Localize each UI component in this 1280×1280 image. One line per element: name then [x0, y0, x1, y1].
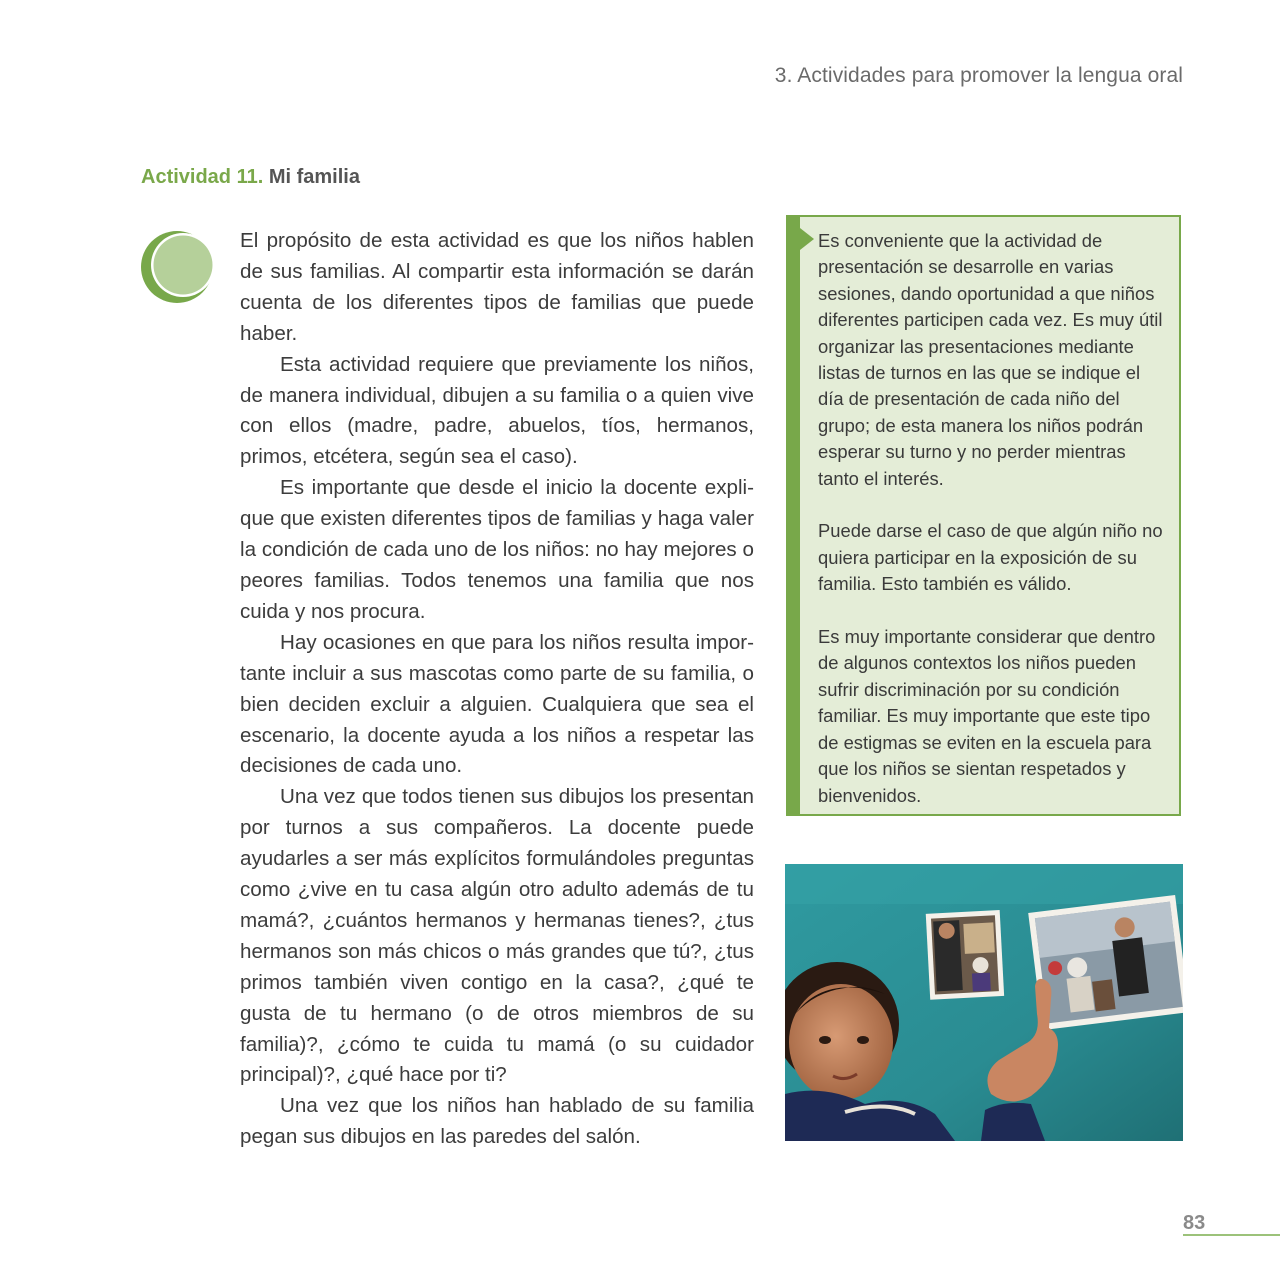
sidebar-paragraph: Es conveniente que la actividad de presentación se desarrolle en varias sesiones, dando oportunidad a que niños diferentes participen cada vez. Es muy útil organizar las presentaciones mediante listas de turnos en las que se indique el día de presentación de cada niño del grupo; de esta manera los niños podrán esperar su turno y no perder mientras tanto el interés. — [818, 230, 1163, 489]
child-pointing-photo — [785, 864, 1183, 1141]
activity-name: Mi familia — [268, 166, 360, 188]
sidebar-paragraph: Es muy importante considerar que dentro de algunos contextos los niños pueden sufrir discriminación por su condición familiar. Es muy importante que este tipo de estigmas se eviten en la escuela para que los niños se sientan respetados y bienvenidos. — [818, 626, 1156, 806]
sidebar-tip-box — [786, 215, 1181, 816]
body-text — [240, 226, 754, 1153]
body-paragraph: Esta actividad requiere que previamente los niños, de manera individual, dibujen a su familia o a quien vive con ellos (madre, padre, abuelos, tíos, hermanos, primos, etcétera, según sea el caso). — [240, 352, 754, 469]
page-number-rule — [1183, 1234, 1280, 1236]
body-paragraph: Es importante que desde el inicio la docente explique que existen diferentes tipos de familias y haga valer la condición de cada uno de los niños: no hay mejores o peores familias. Todos tenemos una familia que nos cuida y nos procura. — [240, 476, 754, 623]
sidebar-paragraph: Puede darse el caso de que algún niño no quiera participar en la exposición de su familia. Esto también es válido. — [818, 520, 1163, 595]
activity-title — [141, 166, 360, 189]
body-paragraph: Una vez que todos tienen sus dibujos los presentan por turnos a sus compañeros. La docente puede ayudarles a ser más explícitos formulándoles preguntas como ¿vive en tu casa algún otro adulto además de tu mamá?, ¿cuántos hermanos y hermanas tienes?, ¿tus hermanos son más chicos o más grandes que tú?, ¿tus primos también viven contigo en la casa?, ¿qué te gusta de tu hermano (o de otros miembros de su familia)?, ¿cómo te cuida tu mamá (o su cuidador principal)?, ¿qué hace por ti? — [240, 785, 754, 1087]
body-paragraph: Hay ocasiones en que para los niños resulta importante incluir a sus mascotas como parte de su familia, o bien deciden excluir a alguien. Cualquiera que sea el escenario, la docente ayuda a los niños a respetar las decisiones de cada uno. — [240, 630, 754, 778]
activity-number: Actividad 11. — [141, 166, 264, 188]
running-head: 3. Actividades para promover la lengua oral — [774, 64, 1183, 87]
body-paragraph: El propósito de esta actividad es que los niños hablen de sus familias. Al compartir esta información se darán cuenta de los diferentes tipos de familias que puede haber. — [240, 229, 754, 345]
body-paragraph: Una vez que los niños han hablado de su familia pegan sus dibujos en las paredes del salón. — [240, 1094, 754, 1149]
page-number: 83 — [1183, 1212, 1206, 1234]
sidebar-notch — [800, 228, 814, 250]
green-circle-icon — [140, 230, 218, 304]
